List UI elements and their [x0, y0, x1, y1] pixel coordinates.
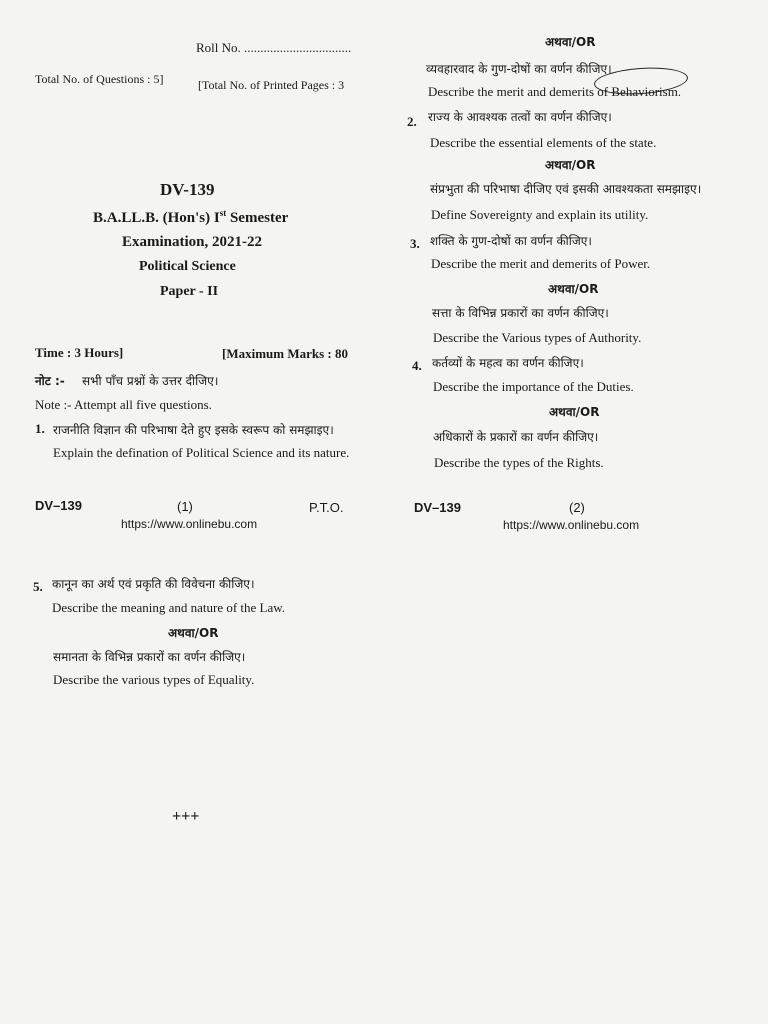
q4-hindi: कर्तव्यों के महत्व का वर्णन कीजिए।	[432, 356, 584, 370]
course-sup: st	[219, 208, 227, 218]
paper-number: Paper - II	[160, 284, 219, 299]
footer-url-1[interactable]: https://www.onlinebu.com	[121, 517, 258, 531]
max-marks: [Maximum Marks : 80	[222, 346, 349, 361]
q1-english: Explain the defination of Political Science and its nature.	[53, 445, 350, 460]
or-4: अथवा/OR	[549, 405, 600, 419]
note-hi-label: नोट :-	[35, 374, 65, 388]
q2b-english: Define Sovereignty and explain its utility.	[431, 207, 649, 222]
note-hi: सभी पाँच प्रश्नों के उत्तर दीजिए।	[82, 374, 219, 388]
q1b-english: Describe the merit and demerits of Behaviorism.	[428, 84, 682, 99]
or-3: अथवा/OR	[548, 282, 599, 296]
end-mark: +++	[172, 808, 200, 825]
footer-code-1: DV–139	[35, 498, 82, 513]
footer-code-2: DV–139	[414, 500, 461, 515]
course-name: B.A.LL.B. (Hon's) I	[93, 210, 220, 226]
subject: Political Science	[139, 259, 236, 274]
q3-number: 3.	[410, 236, 420, 251]
time-duration: Time : 3 Hours]	[35, 345, 124, 360]
q5b-hindi: समानता के विभिन्न प्रकारों का वर्णन कीजिए।	[53, 650, 246, 664]
q3-hindi: शक्ति के गुण-दोषों का वर्णन कीजिए।	[430, 234, 592, 248]
q5-english: Describe the meaning and nature of the Law.	[52, 600, 286, 615]
q1-number: 1.	[35, 421, 45, 436]
q3b-hindi: सत्ता के विभिन्न प्रकारों का वर्णन कीजिए।	[432, 306, 609, 320]
q3b-english: Describe the Various types of Authority.	[433, 330, 642, 345]
q5b-english: Describe the various types of Equality.	[53, 672, 255, 687]
or-1: अथवा/OR	[545, 35, 596, 49]
footer-page-2: (2)	[569, 500, 585, 515]
paper-code: DV-139	[160, 180, 215, 199]
course-suffix: Semester	[226, 210, 289, 226]
roll-no: Roll No. .................................	[196, 40, 352, 55]
q2-number: 2.	[407, 114, 417, 129]
q5-number: 5.	[33, 579, 43, 594]
total-pages: [Total No. of Printed Pages : 3	[198, 78, 345, 92]
q2-english: Describe the essential elements of the state.	[430, 135, 657, 150]
q4-number: 4.	[412, 358, 422, 373]
q1b-hindi: व्यवहारवाद के गुण-दोषों का वर्णन कीजिए।	[426, 62, 612, 76]
q4-english: Describe the importance of the Duties.	[433, 379, 634, 394]
q2b-hindi: संप्रभुता की परिभाषा दीजिए एवं इसकी आवश्यकता समझाइए।	[430, 182, 702, 196]
footer-page-1: (1)	[177, 499, 193, 514]
or-2: अथवा/OR	[545, 158, 596, 172]
q4b-english: Describe the types of the Rights.	[434, 455, 604, 470]
total-questions: Total No. of Questions : 5]	[35, 72, 164, 86]
footer-pto: P.T.O.	[309, 500, 344, 515]
q5-hindi: कानून का अर्थ एवं प्रकृति की विवेचना कीजिए।	[52, 577, 255, 591]
exam-year: Examination, 2021-22	[122, 234, 263, 250]
q2-hindi: राज्य के आवश्यक तत्वों का वर्णन कीजिए।	[428, 110, 612, 124]
or-5: अथवा/OR	[168, 626, 219, 640]
q1-hindi: राजनीति विज्ञान की परिभाषा देते हुए इसके स्वरूप को समझाइए।	[53, 423, 334, 437]
note-en: Note :- Attempt all five questions.	[35, 397, 212, 412]
footer-url-2[interactable]: https://www.onlinebu.com	[503, 518, 640, 532]
q3-english: Describe the merit and demerits of Power.	[431, 256, 651, 271]
course-title	[93, 208, 288, 227]
q4b-hindi: अधिकारों के प्रकारों का वर्णन कीजिए।	[433, 430, 599, 444]
